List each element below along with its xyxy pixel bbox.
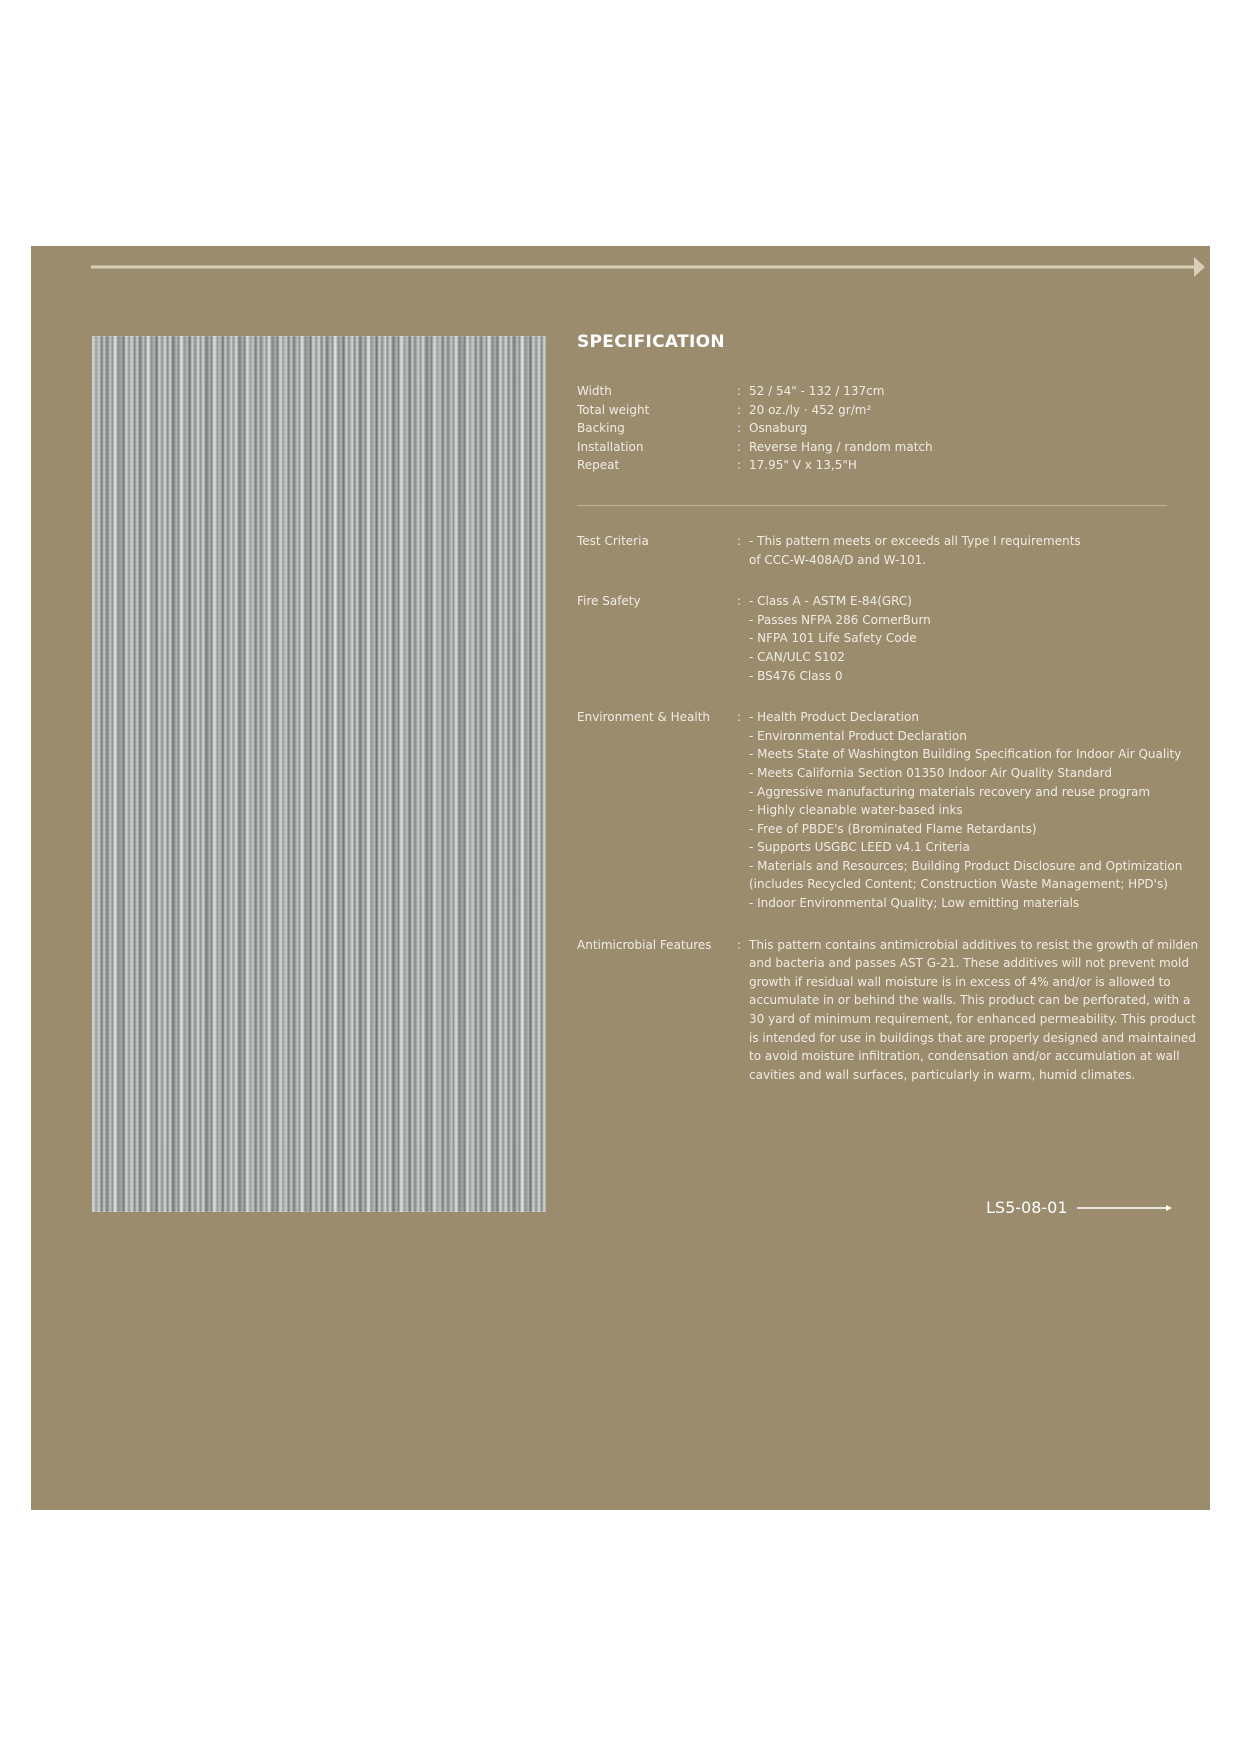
line: - This pattern meets or exceeds all Type I requirements <box>749 533 1081 548</box>
spec-value: Reverse Hang / random match <box>749 439 933 454</box>
line: - Indoor Environmental Quality; Low emitting materials <box>749 896 1080 911</box>
block-label: Environment & Health <box>577 710 711 725</box>
line: - NFPA 101 Life Safety Code <box>749 631 917 646</box>
colon: : <box>737 402 742 417</box>
antimicrobial-paragraph: This pattern contains antimicrobial additives to resist the growth of milden and bacteria and passes AST G-21. These additives will not prevent mold growth if residual wall moisture is in excess of 4% and/or is allowed to accumulate in or behind the walls. This product can be perforated, with a 30 yard of minimum requirement, for enhanced permeability. This product is intended for use in buildings that are properly designed and maintained to avoid moisture infiltration, condensation and/or accumulation at wall cavities and wall surfaces, particularly in warm, humid climates. <box>749 937 1199 1082</box>
line: - Health Product Declaration <box>749 710 919 725</box>
spec-label: Installation <box>577 439 644 454</box>
block-label: Fire Safety <box>577 594 641 609</box>
spec-row-installation <box>577 438 1207 457</box>
colon: : <box>737 458 742 473</box>
line: - Aggressive manufacturing materials recovery and reuse program <box>749 784 1151 799</box>
line: - BS476 Class 0 <box>749 668 843 683</box>
line: - Free of PBDE's (Brominated Flame Retardants) <box>749 821 1037 836</box>
line: - Passes NFPA 286 CornerBurn <box>749 612 931 627</box>
colon: : <box>737 384 742 398</box>
environment-health-block <box>577 708 1207 913</box>
colon: : <box>737 533 742 548</box>
line: - Class A - ASTM E-84(GRC) <box>749 594 912 609</box>
spec-label: Total weight <box>577 402 650 417</box>
line: - CAN/ULC S102 <box>749 649 845 664</box>
spec-title: SPECIFICATION <box>577 332 725 352</box>
spec-row-repeat <box>577 456 1207 475</box>
block-lines <box>749 532 1207 569</box>
line: - Materials and Resources; Building Product Disclosure and Optimization <box>749 858 1183 873</box>
block-label: Antimicrobial Features <box>577 937 712 952</box>
wallcovering-swatch-image <box>92 336 546 1212</box>
line: - Meets California Section 01350 Indoor Air Quality Standard <box>749 765 1112 780</box>
colon: : <box>737 439 742 454</box>
block-lines <box>749 592 1207 685</box>
spec-value: 52 / 54" - 132 / 137cm <box>749 384 885 398</box>
colon: : <box>737 710 742 725</box>
product-code-group <box>986 1198 1172 1217</box>
section-divider <box>577 505 1167 506</box>
spec-value: Osnaburg <box>749 421 808 436</box>
block-lines <box>749 708 1207 913</box>
spec-label: Width <box>577 384 612 398</box>
top-arrow-right-icon <box>91 251 1205 283</box>
code-arrow-right-icon <box>1077 1202 1172 1214</box>
block-label: Test Criteria <box>577 533 649 548</box>
basic-spec-table <box>577 382 1207 475</box>
line: (includes Recycled Content; Construction Waste Management; HPD's) <box>749 877 1168 892</box>
fire-safety-block <box>577 592 1207 685</box>
spec-value: 20 oz./ly · 452 gr/m² <box>749 402 872 417</box>
line: of CCC-W-408A/D and W-101. <box>749 552 927 567</box>
test-criteria-block <box>577 532 1207 569</box>
spec-row-backing <box>577 419 1207 438</box>
spec-row-total-weight <box>577 401 1207 420</box>
colon: : <box>737 421 742 436</box>
line: - Supports USGBC LEED v4.1 Criteria <box>749 840 970 855</box>
product-code: LS5-08-01 <box>986 1198 1068 1217</box>
antimicrobial-block <box>577 936 1207 1085</box>
specification-section <box>577 332 1207 1107</box>
spec-panel <box>31 246 1210 1510</box>
line: - Environmental Product Declaration <box>749 728 967 743</box>
line: - Highly cleanable water-based inks <box>749 803 963 818</box>
spec-row-width <box>577 382 1207 401</box>
colon: : <box>737 937 742 952</box>
spec-value: 17.95" V x 13,5"H <box>749 458 857 473</box>
line: - Meets State of Washington Building Specification for Indoor Air Quality <box>749 747 1182 762</box>
spec-label: Repeat <box>577 458 620 473</box>
colon: : <box>737 594 742 609</box>
spec-label: Backing <box>577 421 625 436</box>
